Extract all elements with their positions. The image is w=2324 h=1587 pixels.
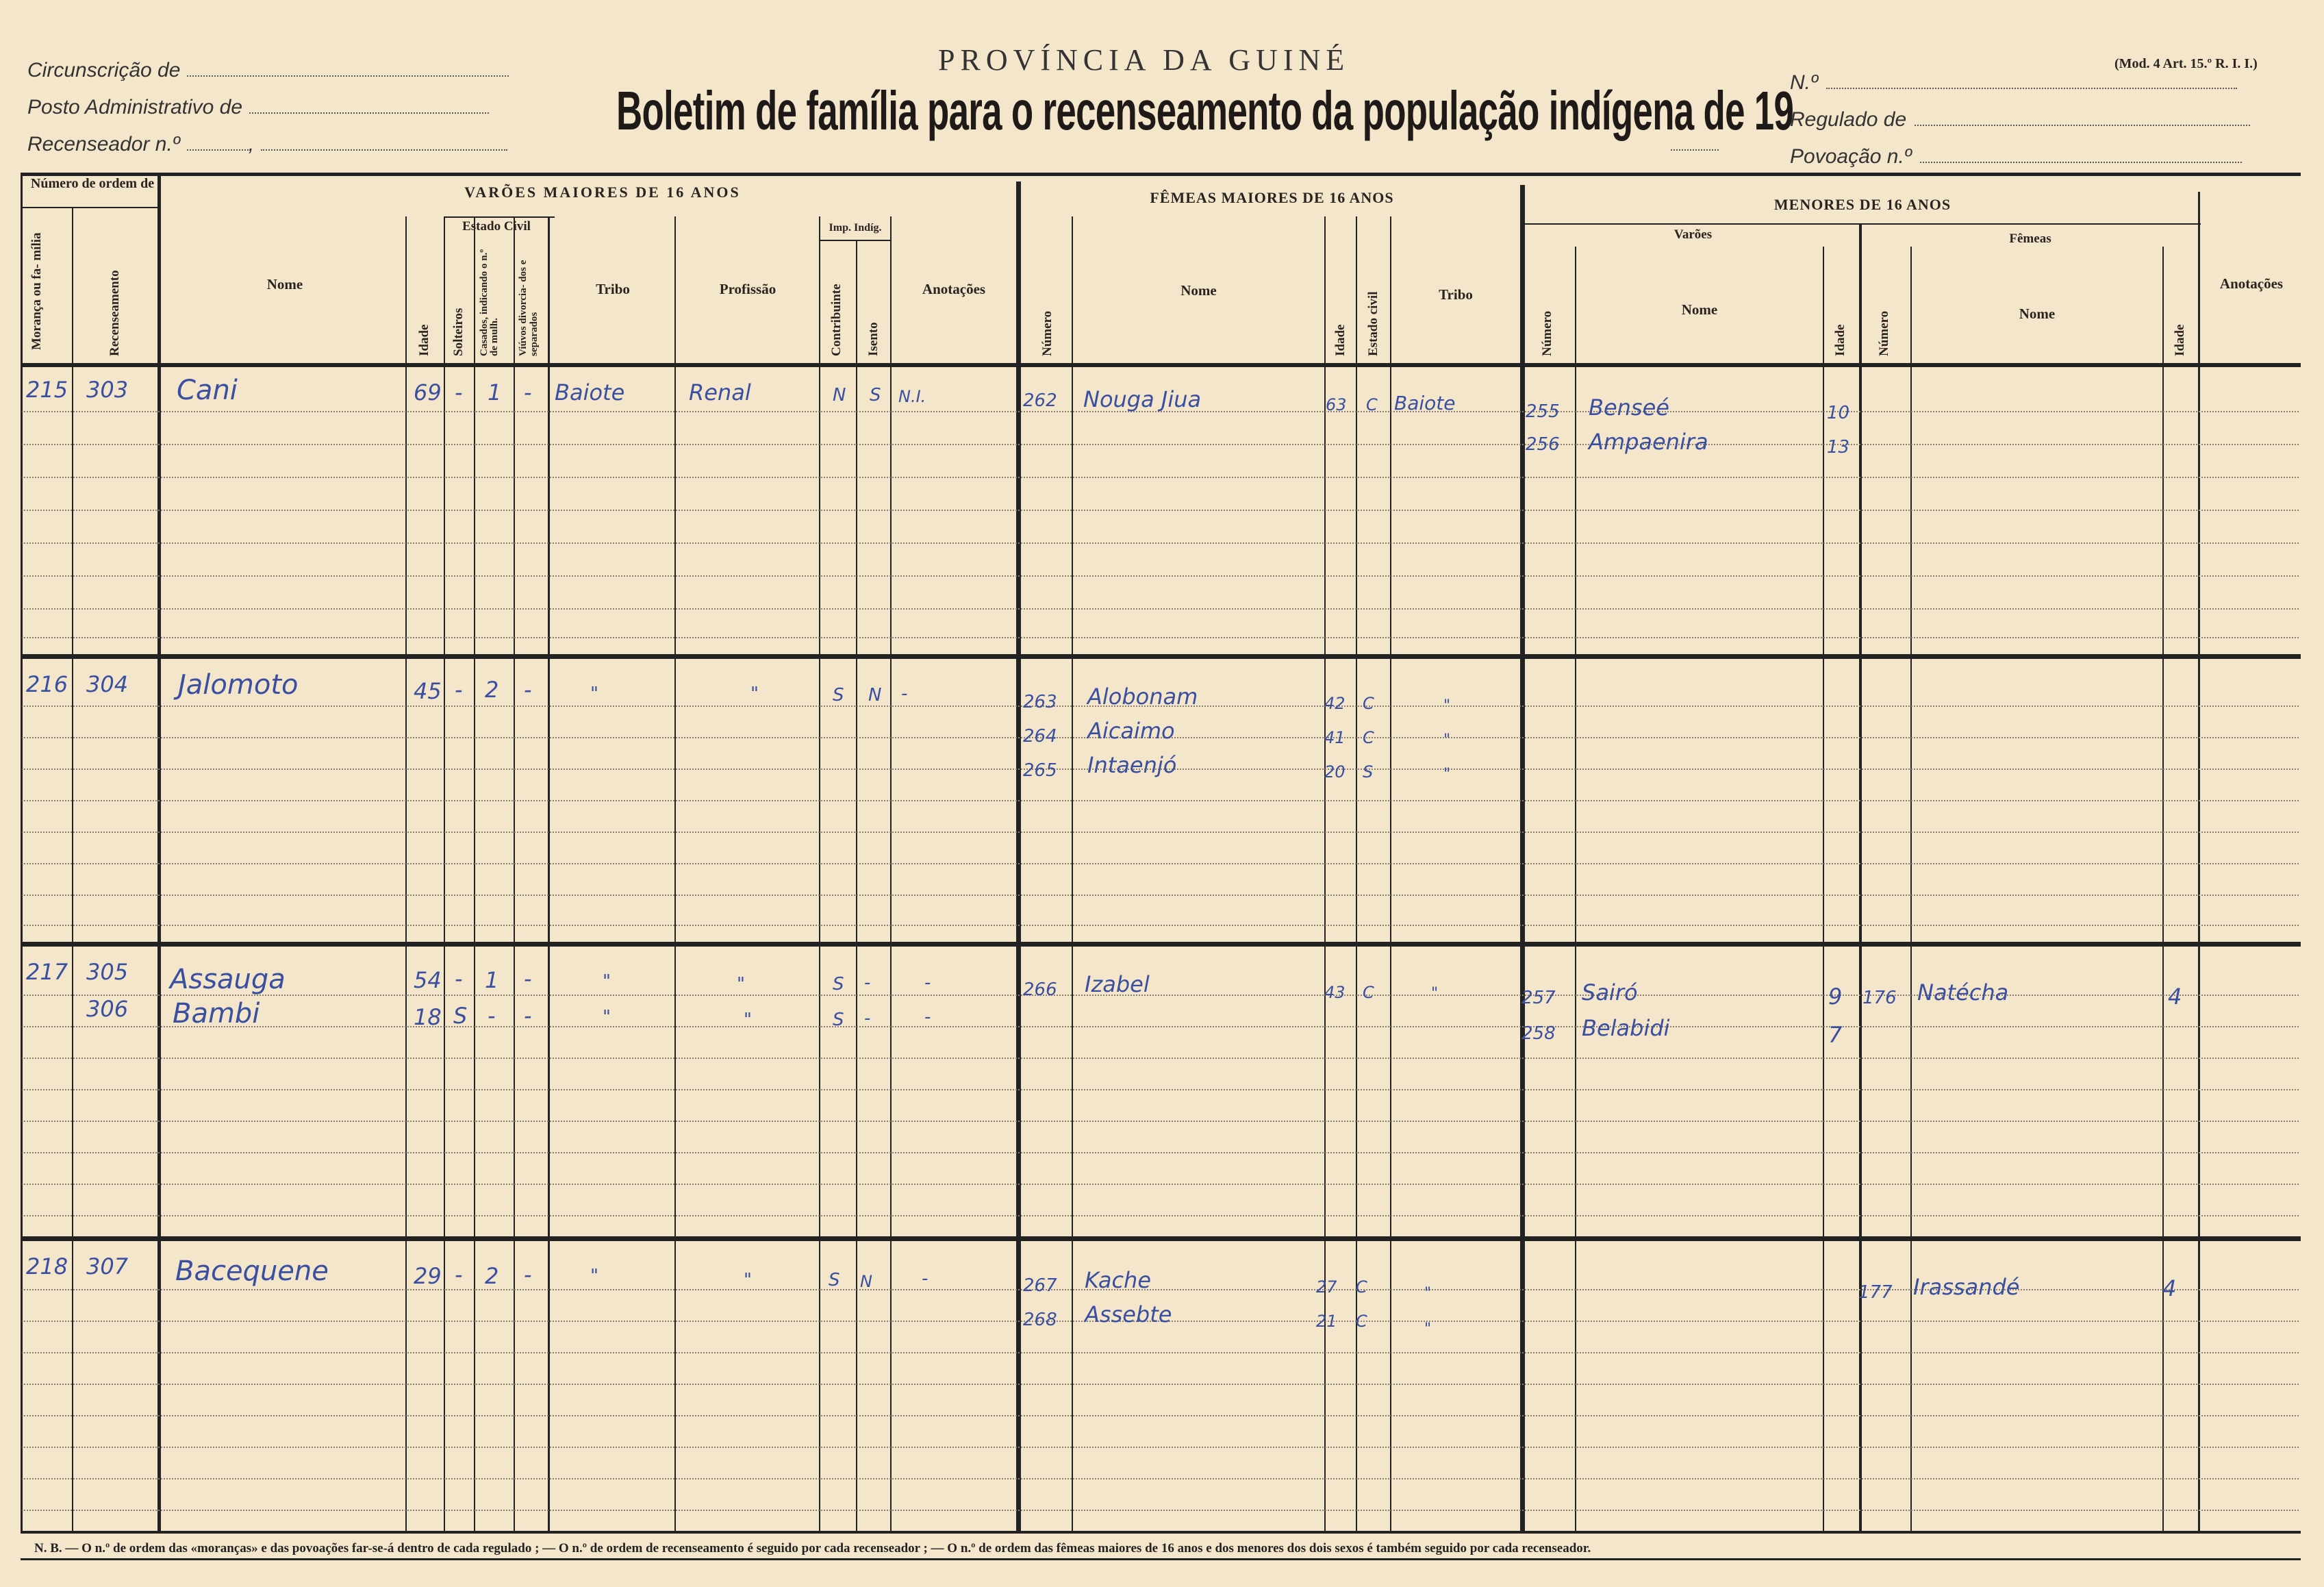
cell-numero-menor: 258 (1521, 1023, 1556, 1044)
cell-moranca: 216 (26, 671, 68, 697)
col-header-moranca: Morança ou fa- mília (29, 232, 44, 350)
header-right (1790, 64, 2250, 175)
cell-numero-femea: 265 (1023, 760, 1057, 781)
col-header-casados: Casados, indicando o n.º de mulh. (479, 249, 500, 356)
cell-nome-femea: Nouga Jiua (1083, 386, 1202, 412)
cell-numero-menor: 255 (1526, 401, 1560, 422)
model-reference: (Mod. 4 Art. 15.º R. I. I.) (2114, 56, 2258, 71)
regulado-field[interactable] (1915, 111, 2250, 126)
cell-viuvo: - (524, 1003, 532, 1029)
estado-civil-rule (444, 216, 555, 218)
cell-nome-femea: Aicaimo (1087, 718, 1175, 744)
cell-contribuinte: S (833, 1010, 844, 1030)
menores-rule (1523, 223, 2201, 225)
numero-ordem-rule (21, 207, 161, 208)
col-header-anotacoes: Anotações (2219, 275, 2284, 292)
cell-recenseamento: 304 (86, 671, 129, 697)
footnote: N. B. — O n.º de ordem das «moranças» e das povoações far-se-á dentro de cada regulado ; — O n.º de ordem de recenseamento é seguido por cada recenseador ; — O n.º de ordem das fêmeas maiores de 16 anos e dos menores dos dois sexos é também seguido por cada recenseador. (34, 1541, 1591, 1555)
col-line (1575, 247, 1576, 1534)
col-line (1823, 247, 1824, 1534)
cell-recenseamento: 306 (86, 996, 129, 1022)
cell-tribo: " (590, 684, 598, 704)
numero-row (1790, 64, 2250, 101)
cell-nome: Cani (177, 375, 238, 406)
cell-isento: - (864, 1008, 871, 1029)
cell-solteiro: - (455, 379, 463, 405)
cell-nome: Bambi (173, 998, 260, 1029)
recenseador-label: Recenseador n.º (27, 133, 180, 155)
col-header-nome-menores-femeas: Nome (2019, 305, 2056, 322)
cell-viuvo: - (524, 966, 532, 992)
cell-profissao: " (744, 1010, 752, 1030)
circunscricao-field[interactable] (187, 62, 509, 77)
cell-numero-menor: 256 (1526, 434, 1560, 455)
cell-nome: Bacequene (175, 1255, 329, 1287)
cell-tribo: " (603, 971, 611, 992)
cell-casado: 2 (485, 677, 499, 703)
cell-casado: - (488, 1003, 496, 1029)
cell-numero-femea: 268 (1023, 1310, 1057, 1330)
col-header-idade: Idade (417, 324, 431, 356)
cell-numero-femea: 267 (1023, 1275, 1057, 1296)
cell-recenseamento: 305 (86, 959, 129, 985)
posto-row (27, 89, 509, 126)
cell-tribo-femea: " (1443, 766, 1451, 783)
col-line (444, 216, 445, 1534)
cell-anotacoes: - (901, 684, 908, 704)
cell-nome-menor: Sairó (1582, 979, 1638, 1005)
regulado-label: Regulado de (1790, 108, 1907, 131)
cell-idade: 69 (414, 379, 442, 405)
cell-idade-menor-femea: 4 (2168, 984, 2182, 1010)
circunscricao-label: Circunscrição de (27, 59, 181, 82)
section-menores: MENORES DE 16 ANOS (1773, 196, 1952, 213)
cell-idade-menor-femea: 4 (2162, 1275, 2177, 1301)
cell-tribo-femea: " (1443, 732, 1451, 749)
cell-viuvo: - (524, 677, 532, 703)
col-header-tribo-femeas: Tribo (1439, 286, 1473, 303)
cell-solteiro: - (455, 1262, 463, 1288)
cell-tribo-femea: " (1424, 1321, 1432, 1338)
table-bottom-border (21, 1531, 2301, 1534)
cell-isento: N (868, 685, 882, 705)
povoacao-row (1790, 138, 2250, 175)
cell-contribuinte: S (833, 685, 844, 705)
recenseador-extra-field[interactable] (261, 136, 507, 151)
header-left (27, 52, 509, 163)
cell-recenseamento: 303 (86, 377, 129, 403)
cell-nome-menor: Benseé (1589, 395, 1669, 421)
cell-profissao: " (744, 1270, 752, 1290)
cell-profissao: " (750, 684, 759, 704)
cell-idade-femea: 20 (1324, 762, 1346, 782)
posto-label: Posto Administrativo de (27, 96, 243, 118)
col-header-menores-varoes: Varões (1673, 227, 1713, 242)
col-header-isento: Isento (866, 322, 881, 356)
col-header-contribuinte: Contribuinte (829, 284, 844, 356)
col-line (1910, 247, 1912, 1534)
cell-nome-femea: Alobonam (1087, 684, 1198, 710)
family-separator-3 (21, 1236, 2301, 1241)
cell-isento: S (870, 385, 881, 405)
col-header-tribo: Tribo (596, 281, 630, 297)
cell-tribo-femea: " (1424, 1285, 1432, 1302)
cell-solteiro: S (453, 1003, 468, 1029)
col-header-nome-femeas: Nome (1180, 282, 1217, 299)
col-line (2162, 247, 2164, 1534)
cell-numero-menor-femea: 177 (1858, 1282, 1893, 1303)
cell-solteiro: - (455, 677, 463, 703)
cell-casado: 1 (485, 967, 499, 993)
cell-moranca: 218 (26, 1253, 68, 1279)
cell-numero-femea: 266 (1023, 979, 1057, 1000)
col-header-nome-menores-varoes: Nome (1681, 301, 1718, 318)
cell-nome-femea: Intaenjó (1087, 752, 1177, 778)
cell-idade: 18 (414, 1004, 442, 1030)
recenseador-field[interactable] (187, 136, 249, 151)
footnote-rule (21, 1558, 2301, 1560)
cell-tribo-femea: " (1443, 697, 1451, 714)
province-title: PROVÍNCIA DA GUINÉ (938, 43, 1350, 77)
recenseador-row (27, 126, 509, 163)
cell-idade-femea: 21 (1316, 1312, 1337, 1331)
cell-tribo: " (590, 1266, 598, 1286)
recenseador-comma: , (248, 133, 255, 155)
cell-isento: N (860, 1272, 872, 1291)
cell-profissao: Renal (689, 379, 751, 405)
cell-anotacoes: - (924, 973, 931, 993)
cell-nome: Jalomoto (178, 669, 299, 701)
cell-estado-civil-femea: C (1363, 728, 1374, 747)
table-top-border (21, 173, 2301, 176)
povoacao-label: Povoação n.º (1790, 145, 1912, 168)
cell-estado-civil-femea: C (1363, 694, 1374, 713)
col-header-menores-femeas: Fêmeas (2009, 232, 2051, 246)
col-line (157, 173, 161, 1534)
cell-nome: Assauga (170, 964, 286, 995)
family-separator-2 (21, 942, 2301, 947)
cell-numero-femea: 263 (1023, 692, 1057, 712)
section-femeas: FÊMEAS MAIORES DE 16 ANOS (1150, 189, 1394, 206)
cell-anotacoes: - (922, 1269, 929, 1289)
col-line (21, 173, 23, 1534)
col-line (1520, 185, 1525, 1534)
cell-viuvo: - (524, 379, 532, 405)
cell-nome-menor-femea: Natécha (1917, 979, 2009, 1005)
header-bottom-border (21, 363, 2301, 367)
col-line (819, 216, 820, 1534)
cell-casado: 1 (488, 379, 502, 405)
cell-idade-menor: 9 (1828, 984, 1843, 1010)
cell-moranca: 217 (26, 959, 68, 985)
family-separator-1 (21, 654, 2301, 659)
imp-indig-rule (819, 240, 892, 241)
regulado-row (1790, 101, 2250, 138)
cell-nome-femea: Kache (1085, 1267, 1152, 1293)
col-line (474, 216, 475, 1534)
cell-nome-femea: Assebte (1085, 1301, 1172, 1327)
cell-idade-femea: 42 (1324, 694, 1346, 713)
cell-numero-menor: 257 (1521, 988, 1556, 1008)
section-varoes: VARÕES MAIORES DE 16 ANOS (464, 184, 741, 201)
form-title: Boletim de família para o recenseamento da população indígena de 19 (616, 80, 1794, 141)
circunscricao-row (27, 52, 509, 89)
cell-numero-femea: 262 (1023, 390, 1057, 411)
cell-anotacoes: N.I. (898, 387, 926, 406)
col-header-recenseamento: Recenseamento (108, 270, 122, 356)
col-header-numero-femeas: Número (1040, 310, 1054, 356)
cell-estado-civil-femea: C (1363, 983, 1374, 1002)
col-header-profissao: Profissão (719, 281, 776, 297)
col-line (674, 216, 676, 1534)
col-header-nome: Nome (266, 276, 303, 292)
col-header-estado-civil-femeas: Estado civil (1366, 291, 1380, 356)
col-line (890, 216, 892, 1534)
col-line (514, 216, 515, 1534)
col-line (1390, 216, 1391, 1534)
col-header-numero-menores-femeas: Número (1877, 310, 1891, 356)
year-field[interactable] (1671, 149, 1719, 151)
col-header-viuvos: Viúvos divorcia- dos e separados (518, 260, 540, 356)
col-line (548, 216, 550, 1534)
cell-idade-menor: 10 (1827, 403, 1850, 423)
cell-estado-civil-femea: C (1356, 1277, 1367, 1297)
posto-field[interactable] (249, 99, 489, 114)
cell-tribo: " (603, 1007, 611, 1027)
cell-solteiro: - (455, 966, 463, 992)
cell-idade-menor: 7 (1828, 1022, 1843, 1048)
cell-estado-civil-femea: S (1363, 762, 1374, 782)
cell-nome-menor: Ampaenira (1589, 429, 1708, 455)
cell-estado-civil-femea: C (1366, 395, 1378, 414)
cell-casado: 2 (485, 1263, 499, 1289)
cell-idade: 29 (414, 1263, 442, 1289)
cell-recenseamento: 307 (86, 1253, 129, 1279)
cell-viuvo: - (524, 1262, 532, 1288)
cell-tribo-femea: Baiote (1394, 392, 1456, 414)
cell-idade-femea: 27 (1316, 1277, 1337, 1297)
col-header-anotacoes-varoes: Anotações (922, 281, 986, 297)
col-line (72, 208, 73, 1534)
col-header-estado-civil: Estado Civil (462, 219, 531, 234)
cell-idade-femea: 41 (1324, 728, 1346, 747)
cell-contribuinte: N (833, 385, 846, 405)
col-header-numero-ordem: Número de ordem de (30, 176, 155, 191)
numero-label: N.º (1790, 71, 1818, 94)
cell-idade-femea: 43 (1324, 983, 1346, 1002)
cell-idade-menor: 13 (1827, 437, 1850, 458)
cell-numero-menor-femea: 176 (1862, 988, 1897, 1008)
cell-nome-femea: Izabel (1085, 971, 1150, 997)
cell-profissao: " (737, 974, 745, 995)
col-header-idade-femeas: Idade (1333, 324, 1348, 356)
col-line (1356, 216, 1357, 1534)
col-line (405, 216, 407, 1534)
col-line (1072, 216, 1073, 1534)
cell-moranca: 215 (26, 377, 68, 403)
col-header-numero-menores-varoes: Número (1540, 310, 1554, 356)
col-header-idade-menores-femeas: Idade (2173, 324, 2187, 356)
cell-idade-femea: 63 (1326, 395, 1347, 414)
col-line (1016, 182, 1021, 1534)
cell-isento: - (864, 973, 871, 993)
cell-nome-menor-femea: Irassandé (1913, 1274, 2020, 1300)
col-header-imp-indig: Imp. Indíg. (829, 222, 882, 234)
povoacao-field[interactable] (1920, 148, 2242, 163)
col-line (856, 240, 857, 1534)
cell-idade: 45 (414, 678, 442, 704)
cell-contribuinte: S (833, 974, 844, 995)
cell-tribo-femea: " (1431, 985, 1439, 1002)
cell-tribo: Baiote (555, 379, 625, 405)
col-header-idade-menores-varoes: Idade (1833, 324, 1847, 356)
cell-nome-menor: Belabidi (1582, 1015, 1670, 1041)
numero-field[interactable] (1826, 74, 2237, 89)
cell-numero-femea: 264 (1023, 726, 1057, 747)
cell-idade: 54 (414, 967, 442, 993)
col-line (1859, 223, 1862, 1534)
cell-contribuinte: S (829, 1270, 840, 1290)
cell-anotacoes: - (924, 1007, 931, 1027)
cell-estado-civil-femea: C (1356, 1312, 1367, 1331)
col-header-solteiros: Solteiros (451, 308, 466, 356)
